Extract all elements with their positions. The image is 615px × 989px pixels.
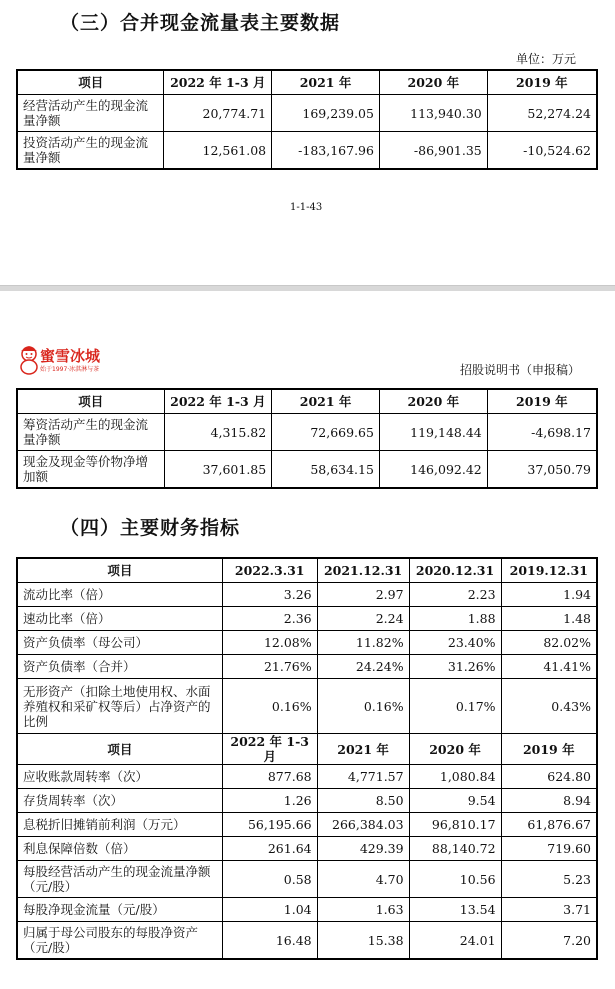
cell-value: 20,774.71 bbox=[164, 95, 272, 132]
col-header: 2021 年 bbox=[272, 70, 380, 95]
col-header: 2019 年 bbox=[487, 70, 597, 95]
cell-value: -10,524.62 bbox=[487, 132, 597, 170]
company-logo bbox=[18, 345, 118, 377]
page-number: 1-1-43 bbox=[290, 202, 323, 213]
section4-title: （四）主要财务指标 bbox=[60, 517, 241, 539]
cell-value: 23.40% bbox=[409, 631, 501, 655]
cell-value: 15.38 bbox=[317, 922, 409, 960]
row-label: 资产负债率（合并） bbox=[17, 655, 222, 679]
col-header: 2019.12.31 bbox=[501, 558, 597, 583]
cell-value: 3.26 bbox=[222, 583, 317, 607]
cell-value: 5.23 bbox=[501, 861, 597, 898]
cell-value: 113,940.30 bbox=[379, 95, 487, 132]
cell-value: 0.58 bbox=[222, 861, 317, 898]
cell-value: 21.76% bbox=[222, 655, 317, 679]
table-row bbox=[17, 861, 597, 898]
table-row bbox=[17, 837, 597, 861]
cell-value: 24.24% bbox=[317, 655, 409, 679]
col-header: 2021 年 bbox=[272, 389, 380, 414]
cell-value: 37,050.79 bbox=[487, 451, 597, 489]
table-header-row bbox=[17, 389, 597, 414]
table-row bbox=[17, 922, 597, 960]
cell-value: 146,092.42 bbox=[379, 451, 487, 489]
table-header-row bbox=[17, 734, 597, 765]
row-label: 无形资产（扣除土地使用权、水面养殖权和采矿权等后）占净资产的比例 bbox=[17, 679, 222, 734]
cell-value: 1.63 bbox=[317, 898, 409, 922]
row-label: 每股经营活动产生的现金流量净额（元/股） bbox=[17, 861, 222, 898]
cell-value: 119,148.44 bbox=[379, 414, 487, 451]
cell-value: 41.41% bbox=[501, 655, 597, 679]
cell-value: 429.39 bbox=[317, 837, 409, 861]
col-header: 项目 bbox=[17, 70, 164, 95]
col-header: 2020 年 bbox=[379, 70, 487, 95]
cell-value: 4.70 bbox=[317, 861, 409, 898]
cell-value: 719.60 bbox=[501, 837, 597, 861]
cashflow-table-part2 bbox=[16, 388, 598, 489]
cell-value: 2.24 bbox=[317, 607, 409, 631]
col-header: 2019 年 bbox=[501, 734, 597, 765]
row-label: 流动比率（倍） bbox=[17, 583, 222, 607]
cell-value: 12.08% bbox=[222, 631, 317, 655]
row-label: 每股净现金流量（元/股） bbox=[17, 898, 222, 922]
cell-value: 624.80 bbox=[501, 765, 597, 789]
cell-value: 96,810.17 bbox=[409, 813, 501, 837]
logo-text: 蜜雪冰城 bbox=[40, 347, 101, 365]
cell-value: 1.26 bbox=[222, 789, 317, 813]
cell-value: 16.48 bbox=[222, 922, 317, 960]
row-label: 筹资活动产生的现金流量净额 bbox=[17, 414, 164, 451]
cell-value: 8.94 bbox=[501, 789, 597, 813]
cell-value: 3.71 bbox=[501, 898, 597, 922]
cell-value: 10.56 bbox=[409, 861, 501, 898]
col-header: 2022.3.31 bbox=[222, 558, 317, 583]
col-header: 2019 年 bbox=[487, 389, 597, 414]
cell-value: 877.68 bbox=[222, 765, 317, 789]
col-header: 2021 年 bbox=[317, 734, 409, 765]
cell-value: 0.16% bbox=[317, 679, 409, 734]
cell-value: 4,771.57 bbox=[317, 765, 409, 789]
col-header: 2020 年 bbox=[409, 734, 501, 765]
cell-value: 0.43% bbox=[501, 679, 597, 734]
cell-value: 88,140.72 bbox=[409, 837, 501, 861]
col-header: 项目 bbox=[17, 734, 222, 765]
table-row bbox=[17, 813, 597, 837]
col-header: 2022 年 1-3 月 bbox=[164, 70, 272, 95]
cell-value: -183,167.96 bbox=[272, 132, 380, 170]
cell-value: 0.17% bbox=[409, 679, 501, 734]
row-label: 经营活动产生的现金流量净额 bbox=[17, 95, 164, 132]
table-row bbox=[17, 607, 597, 631]
table-row bbox=[17, 765, 597, 789]
cell-value: 9.54 bbox=[409, 789, 501, 813]
table-row bbox=[17, 655, 597, 679]
cell-value: 24.01 bbox=[409, 922, 501, 960]
cell-value: 52,274.24 bbox=[487, 95, 597, 132]
cell-value: 1.48 bbox=[501, 607, 597, 631]
col-header: 2020.12.31 bbox=[409, 558, 501, 583]
cell-value: 72,669.65 bbox=[272, 414, 380, 451]
cell-value: 1,080.84 bbox=[409, 765, 501, 789]
row-label: 利息保障倍数（倍） bbox=[17, 837, 222, 861]
table-row bbox=[17, 451, 597, 489]
cell-value: 1.04 bbox=[222, 898, 317, 922]
cell-value: 261.64 bbox=[222, 837, 317, 861]
cell-value: 1.94 bbox=[501, 583, 597, 607]
cell-value: 4,315.82 bbox=[164, 414, 272, 451]
cell-value: 61,876.67 bbox=[501, 813, 597, 837]
document-label: 招股说明书（申报稿） bbox=[460, 363, 581, 377]
cell-value: 2.97 bbox=[317, 583, 409, 607]
cell-value: 58,634.15 bbox=[272, 451, 380, 489]
financial-indicators-table bbox=[16, 557, 598, 960]
cell-value: 2.36 bbox=[222, 607, 317, 631]
cell-value: 7.20 bbox=[501, 922, 597, 960]
page-divider bbox=[0, 285, 615, 291]
table-row bbox=[17, 631, 597, 655]
row-label: 应收账款周转率（次） bbox=[17, 765, 222, 789]
table-row bbox=[17, 583, 597, 607]
table-row bbox=[17, 95, 597, 132]
row-label: 现金及现金等价物净增加额 bbox=[17, 451, 164, 489]
table-header-row bbox=[17, 70, 597, 95]
row-label: 存货周转率（次） bbox=[17, 789, 222, 813]
unit-label: 单位：万元 bbox=[516, 52, 577, 66]
cell-value: -4,698.17 bbox=[487, 414, 597, 451]
cell-value: 13.54 bbox=[409, 898, 501, 922]
cell-value: 56,195.66 bbox=[222, 813, 317, 837]
row-label: 投资活动产生的现金流量净额 bbox=[17, 132, 164, 170]
table-row bbox=[17, 414, 597, 451]
table-row bbox=[17, 679, 597, 734]
table-header-row bbox=[17, 558, 597, 583]
col-header: 2022 年 1-3 月 bbox=[222, 734, 317, 765]
row-label: 息税折旧摊销前利润（万元） bbox=[17, 813, 222, 837]
row-label: 归属于母公司股东的每股净资产（元/股） bbox=[17, 922, 222, 960]
cell-value: 0.16% bbox=[222, 679, 317, 734]
row-label: 资产负债率（母公司） bbox=[17, 631, 222, 655]
table-row bbox=[17, 898, 597, 922]
cell-value: -86,901.35 bbox=[379, 132, 487, 170]
cell-value: 1.88 bbox=[409, 607, 501, 631]
section3-title: （三）合并现金流量表主要数据 bbox=[60, 12, 341, 34]
col-header: 项目 bbox=[17, 558, 222, 583]
col-header: 2022 年 1-3 月 bbox=[164, 389, 272, 414]
logo-subtitle: 始于1997·冰淇淋与茶 bbox=[40, 366, 100, 373]
cell-value: 2.23 bbox=[409, 583, 501, 607]
row-label: 速动比率（倍） bbox=[17, 607, 222, 631]
col-header: 2021.12.31 bbox=[317, 558, 409, 583]
snowman-logo-icon bbox=[18, 345, 40, 375]
cell-value: 11.82% bbox=[317, 631, 409, 655]
cell-value: 8.50 bbox=[317, 789, 409, 813]
table-row bbox=[17, 132, 597, 170]
col-header: 2020 年 bbox=[379, 389, 487, 414]
cashflow-table-part1 bbox=[16, 69, 598, 170]
cell-value: 37,601.85 bbox=[164, 451, 272, 489]
cell-value: 12,561.08 bbox=[164, 132, 272, 170]
col-header: 项目 bbox=[17, 389, 164, 414]
cell-value: 31.26% bbox=[409, 655, 501, 679]
cell-value: 266,384.03 bbox=[317, 813, 409, 837]
cell-value: 169,239.05 bbox=[272, 95, 380, 132]
table-row bbox=[17, 789, 597, 813]
cell-value: 82.02% bbox=[501, 631, 597, 655]
